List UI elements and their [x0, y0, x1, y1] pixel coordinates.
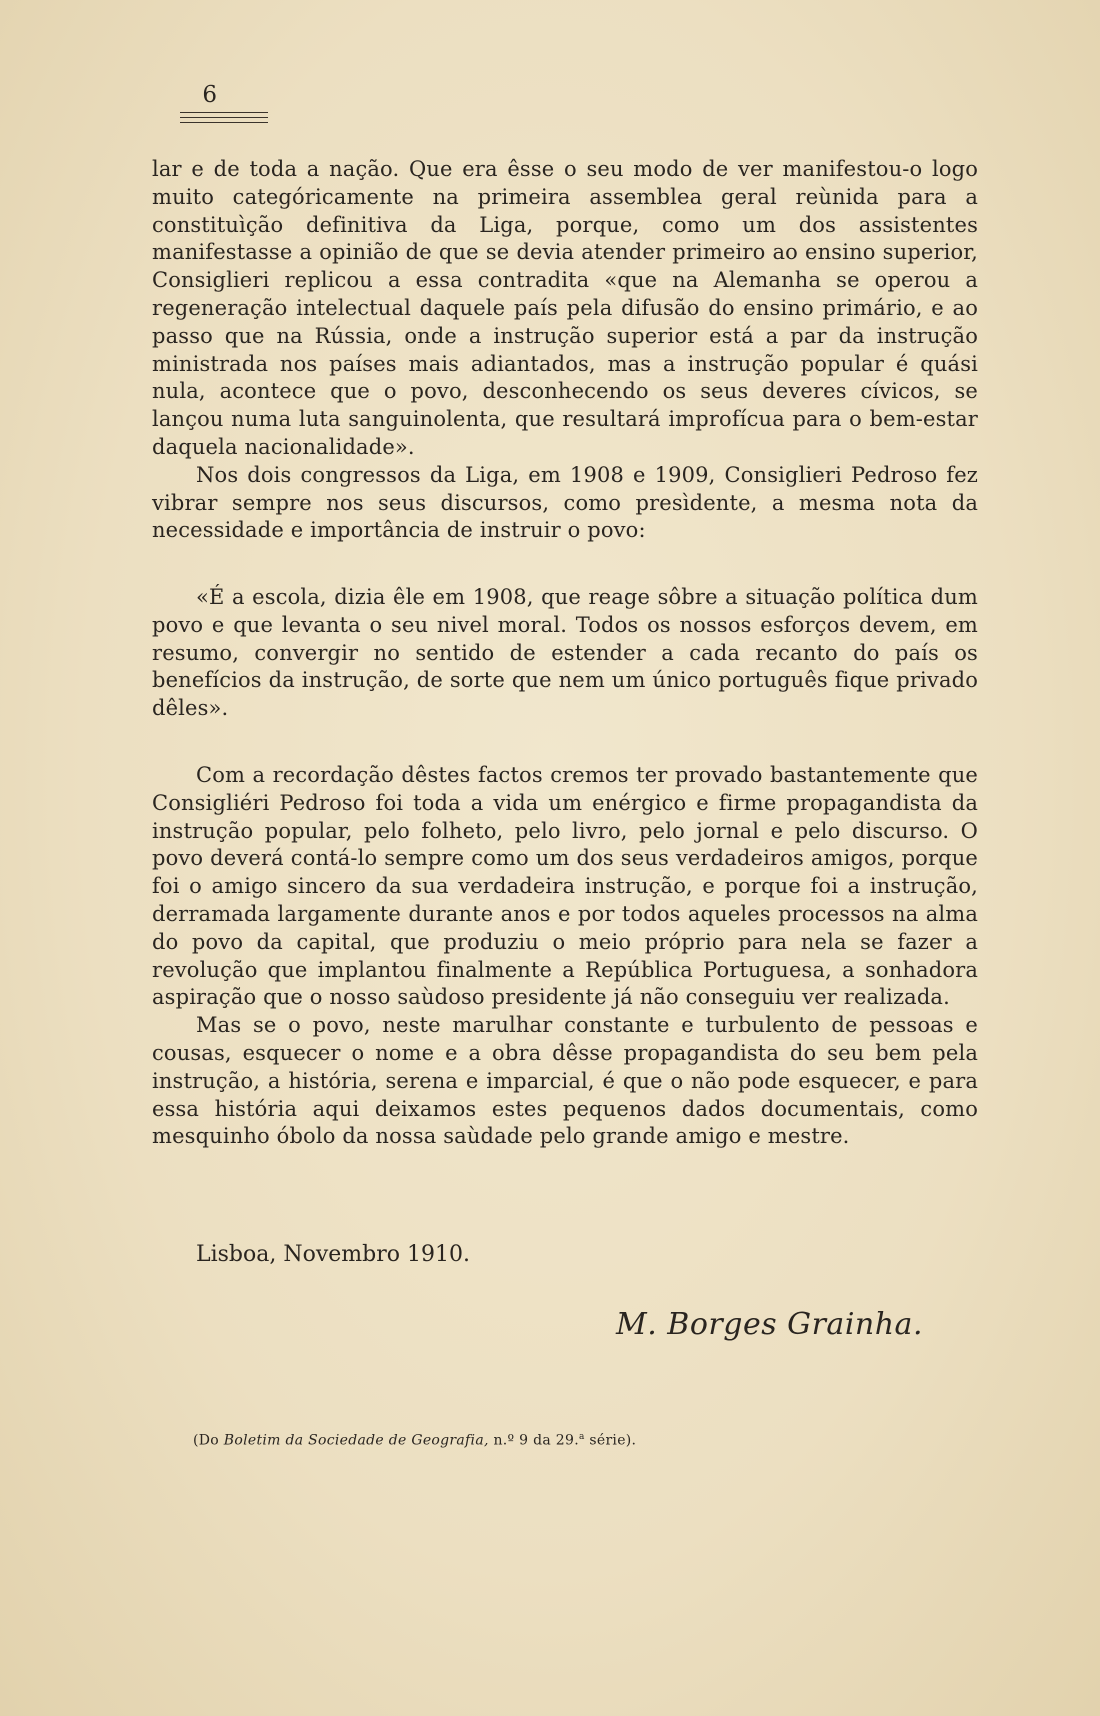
author-signature: M. Borges Grainha.: [616, 1307, 923, 1342]
paragraph-historia: Mas se o povo, neste marulhar constante e turbulento de pessoas e cousas, esquecer o nome e a obra dêsse propagandista do seu bem pela instrução, a história, serena e imparcial, é que o não pode esquecer, e para essa história aqui deixamos estes pequenos dados documentais, como mesquinho óbolo da nossa saùdade pelo grande amigo e mestre.: [152, 1013, 978, 1149]
paragraph-recordacao: Com a recordação dêstes factos cremos ter provado bastantemente que Consigliéri Pedroso foi toda a vida um enérgico e firme propagandista da instrução popular, pelo folheto, pelo livro, pelo jornal e pelo discurso. O povo deverá contá-lo sempre como um dos seus verdadeiros amigos, porque foi o amigo sincero da sua verdadeira instrução, e porque foi a instrução, derramada largamente durante anos e por todos aqueles processos na alma do povo da capital, que produziu o meio próprio para nela se fazer a revolução que implantou finalmente a República Portuguesa, a sonhadora aspiração que o nosso saùdoso presidente já não conseguiu ver realizada.: [152, 763, 978, 1010]
footnote-superscript: a: [578, 1432, 585, 1442]
header-rule-top: [180, 112, 268, 113]
quotation-block: [152, 584, 978, 723]
page-number: 6: [202, 82, 217, 108]
footnote-issue: n.º 9 da 29.: [488, 1432, 579, 1449]
footnote-prefix: (Do: [193, 1432, 224, 1449]
footnote-journal: Boletim da Sociedade de Geografia,: [223, 1432, 489, 1449]
source-footnote: [193, 1433, 636, 1448]
paragraph-quotation: «É a escola, dizia êle em 1908, que reage sôbre a situação política dum povo e que levanta o seu nivel moral. Todos os nossos esforços devem, em resumo, convergir no sentido de estender a cada recanto do país os benefícios da instrução, de sorte que nem um único português fique privado dêles».: [152, 585, 978, 721]
header-rule-middle: [180, 117, 268, 118]
dateline: Lisboa, Novembro 1910.: [196, 1242, 470, 1267]
paragraph-continuation: lar e de toda a nação. Que era êsse o seu modo de ver manifestou-o logo muito categóricamente na primeira assemblea geral reùnida para a constituìção definitiva da Liga, porque, como um dos assistentes manifestasse a opinião de que se devia atender primeiro ao ensino superior, Consiglieri replicou a essa contradita «que na Alemanha se operou a regeneração intelectual daquele país pela difusão do ensino primário, e ao passo que na Rússia, onde a instrução superior está a par da instrução ministrada nos países mais adiantados, mas a instrução popular é quási nula, acontece que o povo, desconhecendo os seus deveres cívicos, se lançou numa luta sanguinolenta, que resultará improfícua para o bem-estar daquela nacionalidade».: [152, 157, 978, 459]
paragraph-congressos: Nos dois congressos da Liga, em 1908 e 1909, Consiglieri Pedroso fez vibrar sempre nos seus discursos, como presìdente, a mesma nota da necessidade e importância de instruir o povo:: [152, 462, 978, 543]
conclusion-text-block: [152, 762, 978, 1151]
header-rule-bottom: [180, 122, 268, 123]
footnote-suffix: série).: [584, 1432, 637, 1449]
opening-text-block: [152, 156, 978, 545]
